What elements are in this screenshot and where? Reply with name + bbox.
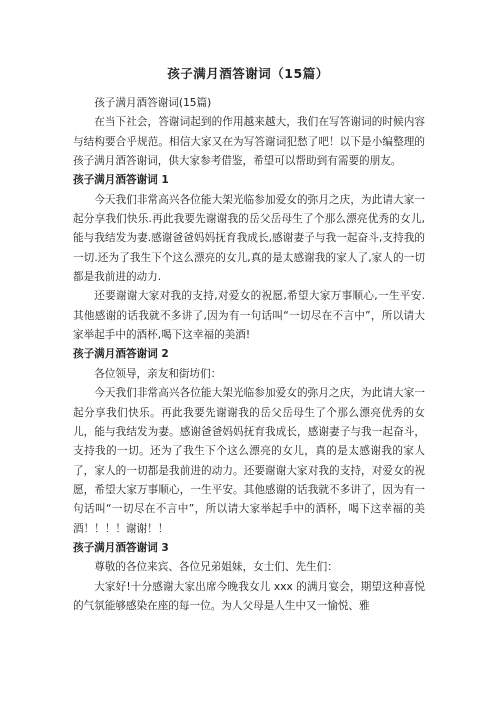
document-body [73,94,425,616]
document-title: 孩子满月酒答谢词（15篇） [167,66,329,81]
paragraph: 在当下社会，答谢词起到的作用越来越大，我们在写答谢词的时候内容与结构要合乎规范。相信大家又在为写答谢词犯愁了吧！以下是小编整理的孩子满月酒答谢词，供大家参考借鉴，希望可以帮助到有需要的朋友。 [73,116,425,168]
paragraph: 今天我们非常高兴各位能大架光临参加爱女的弥月之庆，为此请大家一起分享我们快乐。再此我要先谢谢我的岳父岳母生了个那么漂亮优秀的女儿，能与我结发为妻。感谢爸爸妈妈抚育我成长，感谢妻子与我一起奋斗，支持我的一切。还为了我生下个这么漂亮的女儿，真的是太感谢我的家人了，家人的一切都是我前进的动力。还要谢谢大家对我的支持，对爱女的祝愿，希望大家万事顺心，一生平安。其他感谢的话我就不多讲了，因为有一句话叫“一切尽在不言中”，所以请大家举起手中的酒杯，喝下这幸福的美酒！！！！谢谢！！ [73,387,425,535]
paragraph: 今天我们非常高兴各位能大架光临参加爱女的弥月之庆，为此请大家一起分享我们快乐.再此我要先谢谢我的岳父岳母生了个那么漂亮优秀的女儿,能与我结发为妻.感谢爸爸妈妈抚育我成长,感谢妻子与我一起奋斗,支持我的一切.还为了我生下个这么漂亮的女儿,真的是太感谢我的家人了,家人的一切都是我前进的动力. [73,193,425,284]
paragraph: 还要谢谢大家对我的支持,对爱女的祝愿,希望大家万事顺心,一生平安.其他感谢的话我就不多讲了,因为有一句话叫“一切尽在不言中”，所以请大家举起手中的酒杯,喝下这幸福的美酒! [73,290,425,342]
section-heading: 孩子满月酒答谢词 1 [73,174,169,187]
paragraph: 大家好!十分感谢大家出席今晚我女儿 xxx 的满月宴会，期望这种喜悦的气氛能够感染在座的每一位。为人父母是人生中又一愉悦、雅 [73,580,425,612]
paragraph: 尊敬的各位来宾、各位兄弟姐妹，女士们、先生们： [94,561,338,574]
section-heading: 孩子满月酒答谢词 3 [73,541,169,554]
paragraph: 孩子满月酒答谢词(15篇) [94,97,212,109]
section-heading: 孩子满月酒答谢词 2 [73,348,169,361]
paragraph: 各位领导，亲友和街坊们： [94,367,222,380]
